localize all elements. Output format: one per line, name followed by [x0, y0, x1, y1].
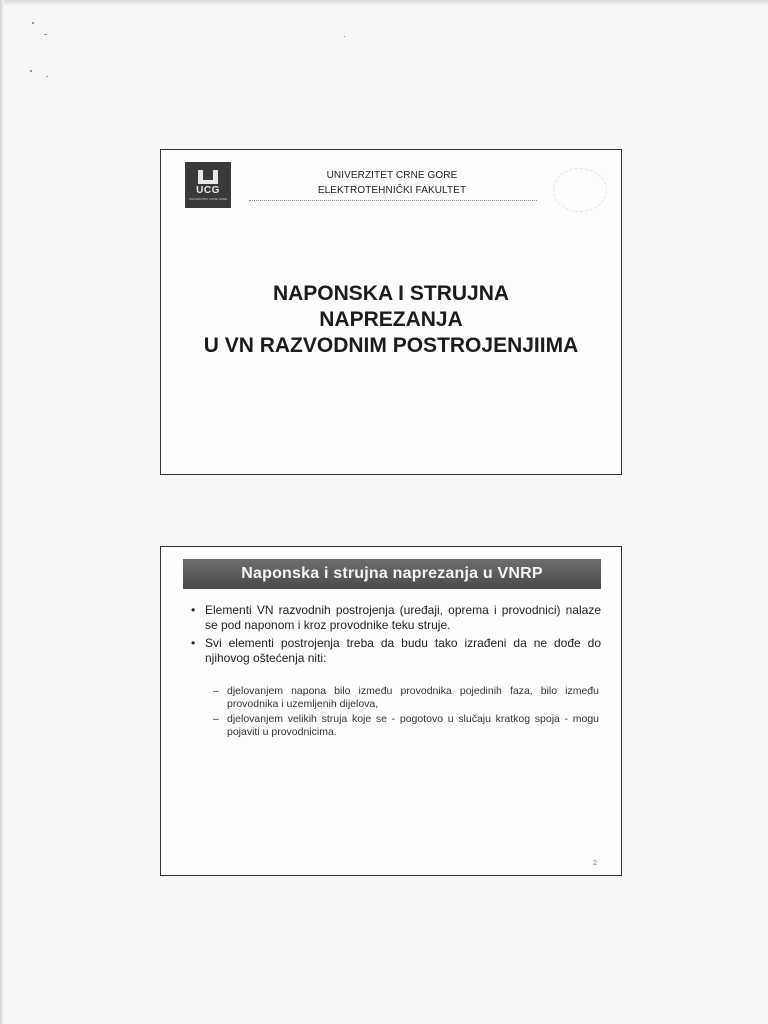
scan-speck: [32, 22, 34, 24]
content-slide: [160, 546, 622, 876]
sub-bullet-list: [213, 685, 599, 741]
bullet-marker: •: [191, 603, 196, 617]
bullet-text: Elementi VN razvodnih postrojenja (uređaji, oprema i provodnici) nalaze se pod naponom i kroz provodnike teku struje.: [205, 603, 601, 632]
sub-bullet-text: djelovanjem napona bilo između provodnika pojedinih faza, bilo između provodnika i uzemljenih dijelova,: [227, 685, 599, 710]
bullet-item: [191, 603, 601, 633]
scan-left-edge: [0, 0, 4, 1024]
institution-header: [247, 168, 537, 198]
bullet-marker: •: [191, 636, 196, 650]
sub-bullet-item: [213, 685, 599, 711]
watermark-emblem: [553, 168, 607, 212]
ucg-logo: [185, 162, 231, 208]
sub-bullet-item: [213, 713, 599, 739]
title-slide: [160, 149, 622, 475]
dash-marker: –: [213, 685, 219, 697]
title-line: NAPREZANJA: [319, 308, 463, 331]
book-icon: [198, 170, 218, 184]
page-number: 2: [593, 860, 597, 867]
scan-top-edge: [0, 0, 768, 6]
title-line: NAPONSKA I STRUJNA: [272, 282, 510, 305]
title-line: U VN RAZVODNIM POSTROJENJIIMA: [203, 334, 579, 357]
faculty-name: ELEKTROTEHNIČKI FAKULTET: [317, 185, 467, 196]
bullet-list: [191, 603, 601, 669]
dash-marker: –: [213, 713, 219, 725]
scan-speck: [44, 34, 47, 35]
bullet-text: Svi elementi postrojenja treba da budu tako izrađeni da ne dođe do njihovog oštećenja niti:: [205, 636, 601, 665]
sub-bullet-text: djelovanjem velikih struja koje se - pogotovo u slučaju kratkog spoja - mogu pojaviti u provodnicima.: [227, 713, 599, 738]
scan-speck: [30, 70, 32, 72]
university-name: UNIVERZITET CRNE GORE: [326, 170, 458, 181]
logo-text: UCG: [196, 184, 220, 196]
bullet-item: [191, 636, 601, 666]
header-divider: [249, 200, 537, 201]
slide-title: Naponska i strujna naprezanja u VNRP: [183, 559, 601, 589]
presentation-title: [161, 281, 621, 359]
scan-speck: [46, 76, 48, 77]
scan-speck: [344, 36, 345, 37]
logo-subtext: UNIVERZITET CRNE GORE: [188, 196, 228, 201]
